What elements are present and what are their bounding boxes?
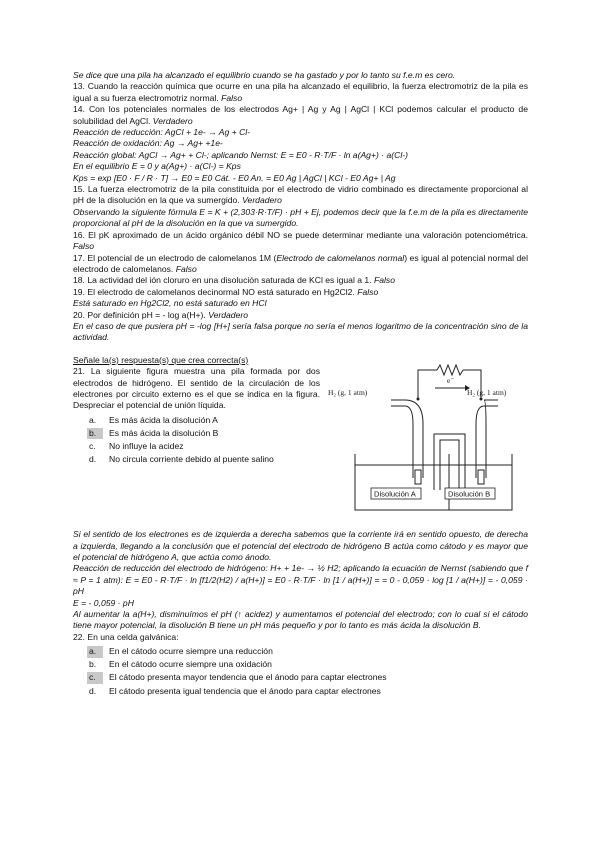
q22-option-b[interactable]: b. En el cátodo ocurre siempre una oxidación [89,659,272,670]
q21-option-a[interactable]: a. Es más ácida la disolución A [89,414,218,425]
q21-option-b[interactable]: b. Es más ácida la disolución B [89,427,219,438]
answer-15: Verdadero [242,195,282,206]
external-wire [418,370,437,399]
solution-b-label: Disolución B [448,489,491,499]
question-18: 18. La actividad del ión cloruro en una disolución saturada de KCl es igual a 1. Falso [73,275,395,286]
electron-label: e⁻ [447,376,455,386]
question-16: 16. El pK aproximado de un ácido orgánico débil NO se puede determinar mediante una valoración potenciométrica. Falso [73,229,528,252]
q14-line-5: Kps = exp [E0 · F / R · T] → E0 = E0 Cát. - E0 An. = E0 Ag | AgCl | KCl - E0 Ag+ | Ag [73,172,396,183]
q14-line-3: Reacción global: AgCl → Ag+ + Cl-; aplicando Nernst: E = E0 - R·T/F · ln a(Ag+) · a(Cl-) [73,149,408,160]
q19-note: Está saturado en Hg2Cl2, no está saturado en HCl [73,298,267,309]
question-15: 15. La fuerza electromotriz de la pila constituida por el electrodo de vidrio combinado es directamente proporcional al pH de la disolución en la que va sumergido. Verdadero [73,184,528,206]
question-14: 14. Con los potenciales normales de los electrodos Ag+ | Ag y Ag | AgCl | KCl podemos calcular el producto de solubilidad del AgCl. Verdadero [73,104,528,126]
question-21: 21. La siguiente figura muestra una pila formada por dos electrodos de hidrógeno. El sentido de la circulación de los electrones por circuito externo es el que se indica en la figura. Despreciar el potencial de unión líquida. [73,366,320,411]
answer-16: Falso [73,241,95,252]
gas-label-right: H₂ (g, 1 atm) [467,388,507,398]
q21-explanation-3: E = - 0,059 · pH [73,597,134,608]
left-electrode [391,400,423,478]
selected-highlight: b. [87,428,103,439]
answer-19: Falso [357,286,379,297]
galvanic-cell-figure [327,360,528,518]
q21-explanation-4: Al aumentar la a(H+), disminuímos el pH (↑ acidez) y aumentamos el potencial del electrodo; con lo cual si el cátodo tiene mayor potencial, la disolución B tiene un pH más pequeño y por lo tanto es más ácida la disolución B. [73,609,528,631]
q22-options [87,645,528,698]
answer-17: Falso [175,263,197,274]
answer-13: Falso [221,92,243,103]
q20-note: En el caso de que pusiera pH = -log [H+] sería falsa porque no sería el menos logaritmo de la concentración sino de la actividad. [73,320,528,343]
platinum-plate-a [415,470,421,484]
q14-line-2: Reacción de oxidación: Ag → Ag+ +1e- [73,138,223,149]
question-13: 13. Cuando la reacción química que ocurre en una pila ha alcanzado el equilibrio, la fuerza electromotriz de la pila es igual a su fuerza electromotriz normal. Falso [73,81,528,103]
q21-explanation-2: Reacción de reducción del electrodo de hidrógeno: H+ + 1e- → ½ H2; aplicando la ecuación de Nernst (sabiendo que f ≈ P = 1 atm): E = E0 - R·T/F · ln [f1/2(H2) / a(H+)] = E0 - R·T/F · ln [1 / a(H+)] = = 0 - 0,059 · log [1 / a(H+)] = - 0,059 · pH [73,563,528,597]
selected-highlight: c. [87,672,103,683]
beaker-a [355,454,449,510]
solution-a-label: Disolución A [374,489,416,499]
resistor-icon [437,365,463,375]
q14-line-4: En el equilibrio E = 0 y a(Ag+) · a(Cl-) = Kps [73,161,241,172]
q21-explanation-1: Si el sentido de los electrones es de izquierda a derecha sabemos que la corriente irá en sentido opuesto, de derecha a izquierda, llegando a la conclusión que el potencial del electrodo de hidrógeno B actúa como cátodo y es mayor que el potencial de hidrógeno A, que actúa como ánodo. [73,529,528,562]
question-21-block [73,366,528,518]
platinum-plate-b [478,470,484,484]
beaker-b [449,454,512,510]
q15-note: Observando la siguiente fórmula E = K + (2,303·R·T/F) · pH + Ej, podemos decir que la f.e.m de la pila es directamente proporcional al pH de la disolución en la que va sumergido. [73,206,528,229]
right-electrode [476,400,498,478]
question-19: 19. El electrodo de calomelanos decinormal NO está saturado en Hg2Cl2. Falso [73,286,379,297]
question-17: 17. El potencial de un electrodo de calomelanos 1M (Electrodo de calomelanos normal) es igual al potencial normal del electrodo de calomelanos. Falso [73,252,528,274]
intro-note: Se dice que una pila ha alcanzado el equilibrio cuando se ha gastado y por lo tanto su f.e.m es cero. [73,70,456,80]
q21-option-d[interactable]: d. No circula corriente debido al puente salino [89,454,274,465]
gas-label-left: H₂ (g, 1 atm) [328,388,368,398]
q22-option-a[interactable]: a. En el cátodo ocurre siempre una reducción [89,646,273,657]
q14-line-1: Reacción de reducción: AgCl + 1e- → Ag + Cl- [73,127,251,138]
question-22: 22. En una celda galvánica: [73,631,179,642]
answer-18: Falso [373,275,395,286]
q21-option-c[interactable]: c. No influye la acidez [89,441,184,452]
selected-highlight: a. [87,646,103,657]
q21-options [87,414,320,467]
q22-option-d[interactable]: d. El cátodo presenta igual tendencia que el ánodo para captar electrones [89,685,381,696]
q22-option-c[interactable]: c. El cátodo presenta mayor tendencia que el ánodo para captar electrones [89,672,387,683]
document-page [73,70,528,698]
question-20: 20. Por definición pH = - log a(H+). Verdadero [73,309,249,320]
answer-20: Verdadero [208,309,249,320]
section-title: Señale la(s) respuesta(s) que crea correcta(s) [73,354,249,365]
answer-14: Verdadero [152,115,193,126]
